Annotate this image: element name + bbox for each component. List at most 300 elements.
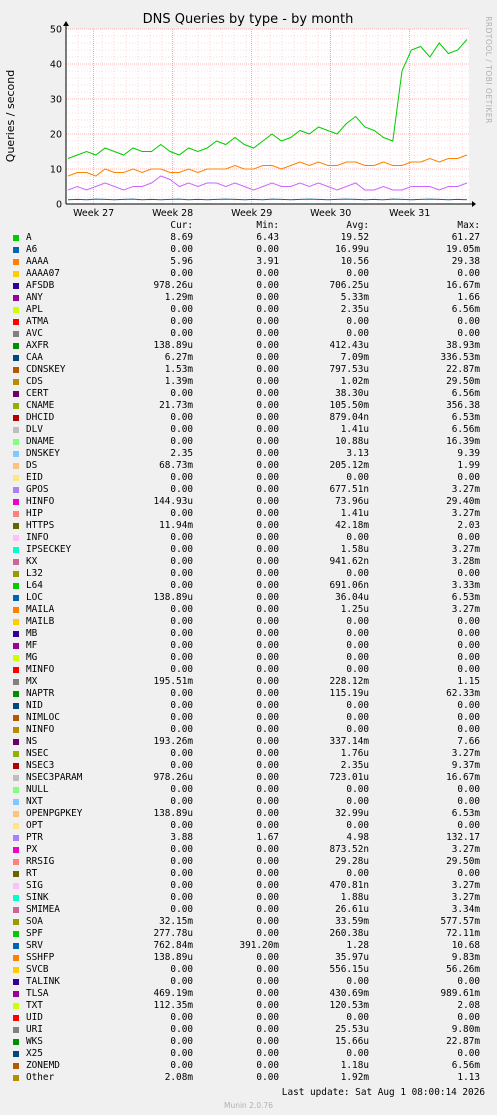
legend-max: 0.00 xyxy=(457,820,480,831)
legend-row xyxy=(12,628,490,640)
legend-cur: 3.88 xyxy=(170,832,193,843)
legend-swatch xyxy=(13,631,19,637)
legend-min: 0.00 xyxy=(256,376,279,387)
legend-min: 0.00 xyxy=(256,724,279,735)
legend-name: INFO xyxy=(26,532,49,543)
legend-max: 29.40m xyxy=(446,496,480,507)
legend-min: 0.00 xyxy=(256,868,279,879)
legend-name: SINK xyxy=(26,892,49,903)
legend-row xyxy=(12,484,490,496)
legend-name: DHCID xyxy=(26,412,55,423)
legend-max: 0.00 xyxy=(457,664,480,675)
x-tick-label: Week 29 xyxy=(231,208,273,219)
legend-avg: 0.00 xyxy=(346,976,369,987)
legend-cur: 1.29m xyxy=(164,292,193,303)
legend-name: NIMLOC xyxy=(26,712,60,723)
legend-cur: 978.26u xyxy=(153,280,193,291)
legend-max: 0.00 xyxy=(457,976,480,987)
legend-name: MINFO xyxy=(26,664,55,675)
legend-max: 0.00 xyxy=(457,628,480,639)
legend-swatch xyxy=(13,763,19,769)
legend-avg: 260.38u xyxy=(329,928,369,939)
legend-avg: 10.88u xyxy=(335,436,369,447)
chart xyxy=(0,0,497,220)
legend-avg: 2.35u xyxy=(340,760,369,771)
legend-row xyxy=(12,304,490,316)
legend-avg: 0.00 xyxy=(346,532,369,543)
series-line-srv xyxy=(68,199,467,200)
legend-row xyxy=(12,328,490,340)
legend-swatch xyxy=(13,595,19,601)
legend-min: 0.00 xyxy=(256,448,279,459)
legend-name: L64 xyxy=(26,580,43,591)
legend-row xyxy=(12,676,490,688)
legend-cur: 0.00 xyxy=(170,748,193,759)
legend-min: 1.67 xyxy=(256,832,279,843)
legend-min: 0.00 xyxy=(256,544,279,555)
legend-swatch xyxy=(13,883,19,889)
legend-row xyxy=(12,532,490,544)
legend-swatch xyxy=(13,583,19,589)
legend-cur: 0.00 xyxy=(170,892,193,903)
legend-cur: 762.84m xyxy=(153,940,193,951)
legend-name: KX xyxy=(26,556,38,567)
legend-avg: 4.98 xyxy=(346,832,369,843)
legend-swatch xyxy=(13,391,19,397)
legend-swatch xyxy=(13,367,19,373)
legend-header-max: Max: xyxy=(457,220,480,231)
legend-cur: 0.00 xyxy=(170,436,193,447)
legend-cur: 0.00 xyxy=(170,688,193,699)
legend-min: 0.00 xyxy=(256,796,279,807)
legend-min: 0.00 xyxy=(256,268,279,279)
legend-avg: 1.76u xyxy=(340,748,369,759)
legend-swatch xyxy=(13,991,19,997)
legend-max: 22.87m xyxy=(446,1036,480,1047)
legend-min: 0.00 xyxy=(256,952,279,963)
legend-cur: 193.26m xyxy=(153,736,193,747)
y-tick-label: 20 xyxy=(49,129,62,141)
legend-min: 0.00 xyxy=(256,604,279,615)
legend-max: 3.34m xyxy=(451,904,480,915)
legend-row xyxy=(12,1060,490,1072)
legend-avg: 25.53u xyxy=(335,1024,369,1035)
legend-cur: 0.00 xyxy=(170,700,193,711)
legend-swatch xyxy=(13,403,19,409)
legend-row xyxy=(12,664,490,676)
legend-min: 0.00 xyxy=(256,1048,279,1059)
legend-min: 0.00 xyxy=(256,400,279,411)
legend-name: MAILA xyxy=(26,604,55,615)
legend-swatch xyxy=(13,895,19,901)
legend-avg: 723.01u xyxy=(329,772,369,783)
legend-row xyxy=(12,892,490,904)
legend-max: 1.15 xyxy=(457,676,480,687)
legend-swatch xyxy=(13,571,19,577)
legend-min: 0.00 xyxy=(256,1036,279,1047)
legend-row xyxy=(12,844,490,856)
legend-avg: 0.00 xyxy=(346,820,369,831)
legend-row xyxy=(12,556,490,568)
legend-row xyxy=(12,868,490,880)
legend-avg: 0.00 xyxy=(346,1048,369,1059)
legend-avg: 1.28 xyxy=(346,940,369,951)
legend-avg: 1.41u xyxy=(340,424,369,435)
legend-row xyxy=(12,736,490,748)
legend-cur: 2.08m xyxy=(164,1072,193,1083)
legend-cur: 0.00 xyxy=(170,820,193,831)
legend-name: MF xyxy=(26,640,38,651)
legend-avg: 35.97u xyxy=(335,952,369,963)
legend-avg: 879.04n xyxy=(329,412,369,423)
legend-min: 0.00 xyxy=(256,580,279,591)
legend-avg: 26.61u xyxy=(335,904,369,915)
legend-swatch xyxy=(13,811,19,817)
legend-avg: 7.09m xyxy=(340,352,369,363)
legend-name: AVC xyxy=(26,328,43,339)
legend-name: ZONEMD xyxy=(26,1060,60,1071)
legend-cur: 0.00 xyxy=(170,628,193,639)
legend-name: A xyxy=(26,232,32,243)
legend-name: Other xyxy=(26,1072,55,1083)
legend-row xyxy=(12,1036,490,1048)
legend-avg: 1.58u xyxy=(340,544,369,555)
legend-min: 0.00 xyxy=(256,916,279,927)
legend-cur: 0.00 xyxy=(170,604,193,615)
legend-row xyxy=(12,976,490,988)
legend-row xyxy=(12,880,490,892)
legend-swatch xyxy=(13,1039,19,1045)
legend-row xyxy=(12,1024,490,1036)
legend-row xyxy=(12,472,490,484)
legend-name: URI xyxy=(26,1024,43,1035)
legend-min: 0.00 xyxy=(256,280,279,291)
legend-row xyxy=(12,604,490,616)
legend-avg: 19.52 xyxy=(340,232,369,243)
legend-swatch xyxy=(13,451,19,457)
legend-avg: 941.62n xyxy=(329,556,369,567)
legend-max: 0.00 xyxy=(457,724,480,735)
legend-min: 0.00 xyxy=(256,976,279,987)
legend-min: 0.00 xyxy=(256,628,279,639)
legend-row xyxy=(12,316,490,328)
legend-cur: 0.00 xyxy=(170,1036,193,1047)
legend-row xyxy=(12,340,490,352)
y-axis-label: Queries / second xyxy=(4,69,17,163)
legend-row xyxy=(12,388,490,400)
legend-avg: 0.00 xyxy=(346,868,369,879)
legend-max: 0.00 xyxy=(457,568,480,579)
legend-name: SPF xyxy=(26,928,43,939)
legend-max: 356.38 xyxy=(446,400,480,411)
legend-max: 3.27m xyxy=(451,604,480,615)
legend-min: 0.00 xyxy=(256,1012,279,1023)
legend-max: 1.13 xyxy=(457,1072,480,1083)
legend-swatch xyxy=(13,847,19,853)
legend-row xyxy=(12,352,490,364)
legend-min: 0.00 xyxy=(256,556,279,567)
legend-name: AXFR xyxy=(26,340,49,351)
legend-name: ATMA xyxy=(26,316,49,327)
legend-avg: 430.69m xyxy=(329,988,369,999)
legend-swatch xyxy=(13,919,19,925)
legend-cur: 0.00 xyxy=(170,976,193,987)
legend-swatch xyxy=(13,547,19,553)
legend-max: 16.67m xyxy=(446,280,480,291)
legend-row xyxy=(12,760,490,772)
y-ticks xyxy=(50,25,62,211)
legend-min: 0.00 xyxy=(256,640,279,651)
legend-row xyxy=(12,1012,490,1024)
legend-max: 0.00 xyxy=(457,1048,480,1059)
y-axis-arrow xyxy=(63,21,69,26)
legend-max: 0.00 xyxy=(457,268,480,279)
legend-row xyxy=(12,988,490,1000)
legend-max: 0.00 xyxy=(457,712,480,723)
legend-swatch xyxy=(13,295,19,301)
legend-avg: 0.00 xyxy=(346,796,369,807)
legend-max: 0.00 xyxy=(457,868,480,879)
legend-cur: 0.00 xyxy=(170,580,193,591)
x-tick-label: Week 28 xyxy=(152,208,194,219)
legend-cur: 138.89u xyxy=(153,592,193,603)
legend-swatch xyxy=(13,1063,19,1069)
legend-swatch xyxy=(13,307,19,313)
legend-swatch xyxy=(13,439,19,445)
legend-swatch xyxy=(13,931,19,937)
legend-min: 0.00 xyxy=(256,472,279,483)
last-update: Last update: Sat Aug 1 08:00:14 2026 xyxy=(281,1087,485,1098)
legend-swatch xyxy=(13,343,19,349)
legend-swatch xyxy=(13,739,19,745)
legend-min: 0.00 xyxy=(256,508,279,519)
legend-max: 0.00 xyxy=(457,532,480,543)
legend-max: 6.53m xyxy=(451,592,480,603)
legend-min: 0.00 xyxy=(256,844,279,855)
legend-max: 3.27m xyxy=(451,748,480,759)
legend xyxy=(12,220,490,1084)
legend-name: AFSDB xyxy=(26,280,55,291)
legend-cur: 0.00 xyxy=(170,484,193,495)
legend-min: 0.00 xyxy=(256,712,279,723)
legend-cur: 138.89u xyxy=(153,952,193,963)
legend-name: PTR xyxy=(26,832,43,843)
legend-name: HTTPS xyxy=(26,520,55,531)
legend-name: CERT xyxy=(26,388,49,399)
legend-cur: 0.00 xyxy=(170,508,193,519)
legend-name: A6 xyxy=(26,244,38,255)
legend-max: 336.53m xyxy=(440,352,480,363)
legend-min: 0.00 xyxy=(256,424,279,435)
legend-avg: 1.25u xyxy=(340,604,369,615)
legend-cur: 0.00 xyxy=(170,904,193,915)
legend-cur: 0.00 xyxy=(170,760,193,771)
legend-swatch xyxy=(13,835,19,841)
legend-cur: 1.53m xyxy=(164,364,193,375)
legend-avg: 677.51n xyxy=(329,484,369,495)
legend-name: NAPTR xyxy=(26,688,55,699)
legend-row xyxy=(12,364,490,376)
legend-min: 6.43 xyxy=(256,232,279,243)
legend-min: 0.00 xyxy=(256,292,279,303)
legend-max: 16.39m xyxy=(446,436,480,447)
legend-cur: 8.69 xyxy=(170,232,193,243)
legend-cur: 112.35m xyxy=(153,1000,193,1011)
legend-name: LOC xyxy=(26,592,43,603)
legend-cur: 0.00 xyxy=(170,712,193,723)
legend-name: TALINK xyxy=(26,976,60,987)
legend-cur: 0.00 xyxy=(170,1060,193,1071)
legend-cur: 0.00 xyxy=(170,304,193,315)
legend-avg: 5.33m xyxy=(340,292,369,303)
legend-min: 0.00 xyxy=(256,700,279,711)
legend-swatch xyxy=(13,1015,19,1021)
legend-row xyxy=(12,544,490,556)
legend-row xyxy=(12,640,490,652)
legend-name: EID xyxy=(26,472,43,483)
legend-swatch xyxy=(13,355,19,361)
legend-name: RT xyxy=(26,868,38,879)
legend-min: 0.00 xyxy=(256,928,279,939)
legend-max: 29.50m xyxy=(446,856,480,867)
legend-avg: 0.00 xyxy=(346,724,369,735)
legend-cur: 0.00 xyxy=(170,556,193,567)
legend-max: 3.27m xyxy=(451,544,480,555)
legend-name: NXT xyxy=(26,796,43,807)
legend-avg: 0.00 xyxy=(346,1012,369,1023)
legend-name: DS xyxy=(26,460,38,471)
legend-min: 0.00 xyxy=(256,568,279,579)
legend-cur: 0.00 xyxy=(170,568,193,579)
legend-min: 0.00 xyxy=(256,316,279,327)
legend-min: 0.00 xyxy=(256,412,279,423)
legend-row xyxy=(12,856,490,868)
legend-row xyxy=(12,1072,490,1084)
legend-cur: 1.39m xyxy=(164,376,193,387)
legend-max: 577.57m xyxy=(440,916,480,927)
legend-min: 0.00 xyxy=(256,760,279,771)
legend-cur: 0.00 xyxy=(170,844,193,855)
legend-avg: 0.00 xyxy=(346,712,369,723)
legend-avg: 0.00 xyxy=(346,328,369,339)
legend-min: 0.00 xyxy=(256,1072,279,1083)
legend-avg: 115.19u xyxy=(329,688,369,699)
legend-name: HIP xyxy=(26,508,43,519)
legend-cur: 0.00 xyxy=(170,1012,193,1023)
legend-cur: 0.00 xyxy=(170,412,193,423)
legend-name: WKS xyxy=(26,1036,43,1047)
legend-avg: 0.00 xyxy=(346,652,369,663)
legend-name: MX xyxy=(26,676,38,687)
legend-max: 62.33m xyxy=(446,688,480,699)
legend-name: OPT xyxy=(26,820,43,831)
legend-cur: 0.00 xyxy=(170,964,193,975)
legend-cur: 0.00 xyxy=(170,652,193,663)
legend-min: 0.00 xyxy=(256,784,279,795)
legend-min: 0.00 xyxy=(256,820,279,831)
legend-name: AAAA xyxy=(26,256,49,267)
legend-cur: 11.94m xyxy=(159,520,193,531)
legend-row xyxy=(12,652,490,664)
legend-max: 6.56m xyxy=(451,1060,480,1071)
legend-max: 0.00 xyxy=(457,316,480,327)
legend-swatch xyxy=(13,463,19,469)
legend-max: 3.27m xyxy=(451,484,480,495)
legend-avg: 10.56 xyxy=(340,256,369,267)
legend-avg: 73.96u xyxy=(335,496,369,507)
legend-avg: 797.53u xyxy=(329,364,369,375)
legend-avg: 691.06n xyxy=(329,580,369,591)
legend-cur: 0.00 xyxy=(170,868,193,879)
legend-swatch xyxy=(13,679,19,685)
legend-name: CDNSKEY xyxy=(26,364,66,375)
legend-swatch xyxy=(13,823,19,829)
legend-min: 0.00 xyxy=(256,688,279,699)
legend-name: UID xyxy=(26,1012,43,1023)
legend-max: 3.27m xyxy=(451,508,480,519)
legend-min: 0.00 xyxy=(256,676,279,687)
legend-max: 38.93m xyxy=(446,340,480,351)
legend-max: 22.87m xyxy=(446,364,480,375)
chart-title: DNS Queries by type - by month xyxy=(142,12,354,27)
legend-min: 0.00 xyxy=(256,244,279,255)
legend-max: 1.66 xyxy=(457,292,480,303)
legend-cur: 0.00 xyxy=(170,544,193,555)
legend-name: SIG xyxy=(26,880,43,891)
legend-row xyxy=(12,268,490,280)
legend-cur: 195.51m xyxy=(153,676,193,687)
legend-swatch xyxy=(13,751,19,757)
legend-min: 0.00 xyxy=(256,460,279,471)
legend-avg: 42.18m xyxy=(335,520,369,531)
legend-cur: 5.96 xyxy=(170,256,193,267)
legend-name: NSEC xyxy=(26,748,49,759)
legend-row xyxy=(12,400,490,412)
legend-name: NULL xyxy=(26,784,49,795)
legend-min: 0.00 xyxy=(256,364,279,375)
legend-max: 6.56m xyxy=(451,388,480,399)
legend-name: NSEC3 xyxy=(26,760,55,771)
legend-name: X25 xyxy=(26,1048,43,1059)
legend-max: 2.08 xyxy=(457,1000,480,1011)
legend-min: 0.00 xyxy=(256,592,279,603)
legend-swatch xyxy=(13,259,19,265)
legend-row xyxy=(12,904,490,916)
legend-avg: 1.02m xyxy=(340,376,369,387)
legend-max: 72.11m xyxy=(446,928,480,939)
legend-row xyxy=(12,232,490,244)
legend-row xyxy=(12,688,490,700)
legend-max: 7.66 xyxy=(457,736,480,747)
legend-min: 0.00 xyxy=(256,880,279,891)
legend-min: 0.00 xyxy=(256,616,279,627)
legend-name: CNAME xyxy=(26,400,55,411)
legend-max: 3.27m xyxy=(451,892,480,903)
legend-row xyxy=(12,940,490,952)
legend-avg: 36.04u xyxy=(335,592,369,603)
legend-name: MG xyxy=(26,652,38,663)
legend-name: DLV xyxy=(26,424,43,435)
legend-swatch xyxy=(13,655,19,661)
legend-swatch xyxy=(13,499,19,505)
legend-min: 0.00 xyxy=(256,1060,279,1071)
legend-swatch xyxy=(13,487,19,493)
legend-swatch xyxy=(13,523,19,529)
legend-avg: 0.00 xyxy=(346,664,369,675)
legend-min: 0.00 xyxy=(256,352,279,363)
legend-cur: 0.00 xyxy=(170,640,193,651)
legend-avg: 16.99u xyxy=(335,244,369,255)
